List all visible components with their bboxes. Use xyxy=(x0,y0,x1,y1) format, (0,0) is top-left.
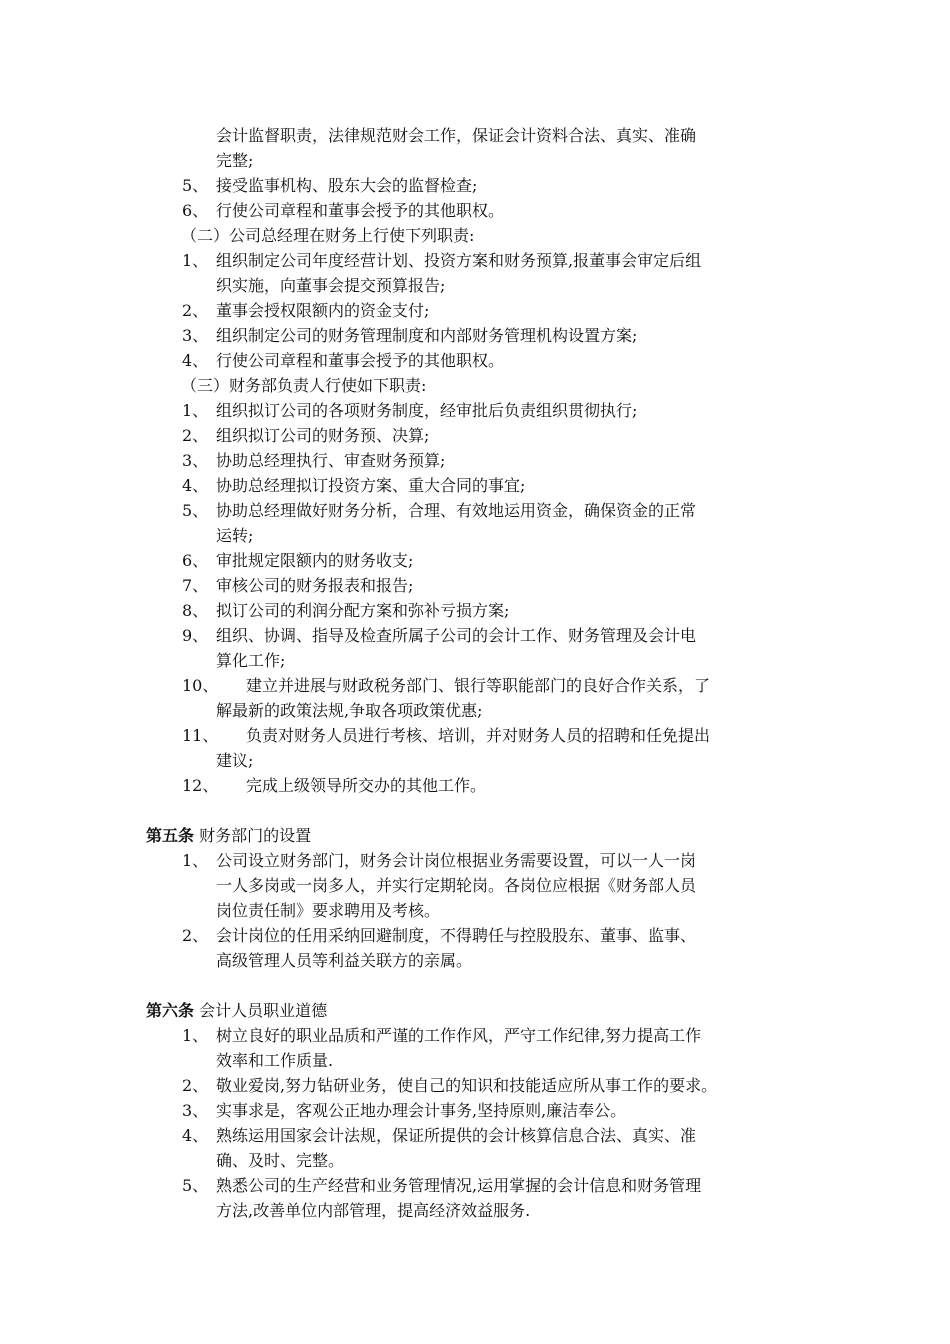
list-item: 审批规定限额内的财务收支; xyxy=(216,551,414,570)
list-item: 董事会授权限额内的资金支付; xyxy=(216,301,430,320)
article-label: 第五条 xyxy=(146,826,195,845)
list-item: 会计岗位的任用采纳回避制度，不得聘任与控股股东、董事、监事、 xyxy=(216,926,697,945)
list-number: 11、 xyxy=(182,726,219,745)
list-item: 组织、协调、指导及检查所属子公司的会计工作、财务管理及会计电 xyxy=(216,626,697,645)
list-item-continuation: 岗位责任制》要求聘用及考核。 xyxy=(216,901,441,920)
list-item: 协助总经理执行、审查财务预算; xyxy=(216,451,446,470)
list-number: 4、 xyxy=(182,476,209,495)
list-item-continuation: 建议; xyxy=(216,751,254,770)
list-item: 熟悉公司的生产经营和业务管理情况,运用掌握的会计信息和财务管理 xyxy=(216,1176,702,1195)
list-number: 3、 xyxy=(182,1101,209,1120)
article-heading xyxy=(146,1000,327,1022)
list-number: 1、 xyxy=(182,851,209,870)
list-item-continuation: 运转; xyxy=(216,526,254,545)
subsection-heading: （三）财务部负责人行使如下职责: xyxy=(181,376,427,395)
list-item: 组织拟订公司的各项财务制度，经审批后负责组织贯彻执行; xyxy=(216,401,638,420)
list-item-continuation: 织实施，向董事会提交预算报告; xyxy=(216,276,446,295)
list-number: 2、 xyxy=(182,301,209,320)
list-number: 4、 xyxy=(182,351,209,370)
list-item-continuation: 方法,改善单位内部管理，提高经济效益服务. xyxy=(216,1201,531,1220)
list-number: 5、 xyxy=(182,176,209,195)
list-item: 协助总经理做好财务分析，合理、有效地运用资金，确保资金的正常 xyxy=(216,501,697,520)
list-item: 组织拟订公司的财务预、决算; xyxy=(216,426,430,445)
list-number: 7、 xyxy=(182,576,209,595)
list-number: 8、 xyxy=(182,601,209,620)
list-number: 2、 xyxy=(182,1076,209,1095)
subsection-heading: （二）公司总经理在财务上行使下列职责: xyxy=(181,226,475,245)
list-item: 负责对财务人员进行考核、培训，并对财务人员的招聘和任免提出 xyxy=(246,726,711,745)
list-number: 6、 xyxy=(182,551,209,570)
list-number: 5、 xyxy=(182,501,209,520)
list-item: 建立并进展与财政税务部门、银行等职能部门的良好合作关系，了 xyxy=(246,676,711,695)
list-number: 1、 xyxy=(182,1026,209,1045)
list-item: 行使公司章程和董事会授予的其他职权。 xyxy=(216,201,505,220)
list-number: 5、 xyxy=(182,1176,209,1195)
list-item: 协助总经理拟订投资方案、重大合同的事宜; xyxy=(216,476,526,495)
list-number: 1、 xyxy=(182,401,209,420)
list-number: 10、 xyxy=(182,676,219,695)
list-item-continuation: 算化工作; xyxy=(216,651,286,670)
paragraph-line: 完整; xyxy=(216,151,254,170)
list-number: 2、 xyxy=(182,426,209,445)
list-item: 敬业爱岗,努力钻研业务，使自己的知识和技能适应所从事工作的要求。 xyxy=(216,1076,718,1095)
list-item: 组织制定公司年度经营计划、投资方案和财务预算,报董事会审定后组 xyxy=(216,251,702,270)
article-title: 财务部门的设置 xyxy=(199,826,312,845)
article-label: 第六条 xyxy=(146,1001,195,1020)
list-number: 3、 xyxy=(182,326,209,345)
list-item: 接受监事机构、股东大会的监督检查; xyxy=(216,176,478,195)
list-number: 12、 xyxy=(182,776,219,795)
list-item: 实事求是，客观公正地办理会计事务,坚持原则,廉洁奉公。 xyxy=(216,1101,627,1120)
list-item-continuation: 一人多岗或一岗多人，并实行定期轮岗。各岗位应根据《财务部人员 xyxy=(216,876,697,895)
list-item-continuation: 高级管理人员等利益关联方的亲属。 xyxy=(216,951,473,970)
list-item: 公司设立财务部门，财务会计岗位根据业务需要设置，可以一人一岗 xyxy=(216,851,697,870)
list-item: 熟练运用国家会计法规，保证所提供的会计核算信息合法、真实、准 xyxy=(216,1126,697,1145)
list-item: 审核公司的财务报表和报告; xyxy=(216,576,414,595)
list-item: 组织制定公司的财务管理制度和内部财务管理机构设置方案; xyxy=(216,326,638,345)
list-number: 3、 xyxy=(182,451,209,470)
list-item: 树立良好的职业品质和严谨的工作作风，严守工作纪律,努力提高工作 xyxy=(216,1026,702,1045)
list-item-continuation: 确、及时、完整。 xyxy=(216,1151,345,1170)
list-number: 6、 xyxy=(182,201,209,220)
list-item-continuation: 效率和工作质量. xyxy=(216,1051,334,1070)
list-number: 4、 xyxy=(182,1126,209,1145)
paragraph-line: 会计监督职责，法律规范财会工作，保证会计资料合法、真实、准确 xyxy=(216,126,697,145)
list-item: 拟订公司的利润分配方案和弥补亏损方案; xyxy=(216,601,510,620)
list-number: 9、 xyxy=(182,626,209,645)
list-number: 1、 xyxy=(182,251,209,270)
list-item: 完成上级领导所交办的其他工作。 xyxy=(246,776,487,795)
article-heading xyxy=(146,825,311,847)
article-title: 会计人员职业道德 xyxy=(199,1001,328,1020)
list-item-continuation: 解最新的政策法规,争取各项政策优惠; xyxy=(216,701,483,720)
list-number: 2、 xyxy=(182,926,209,945)
list-item: 行使公司章程和董事会授予的其他职权。 xyxy=(216,351,505,370)
